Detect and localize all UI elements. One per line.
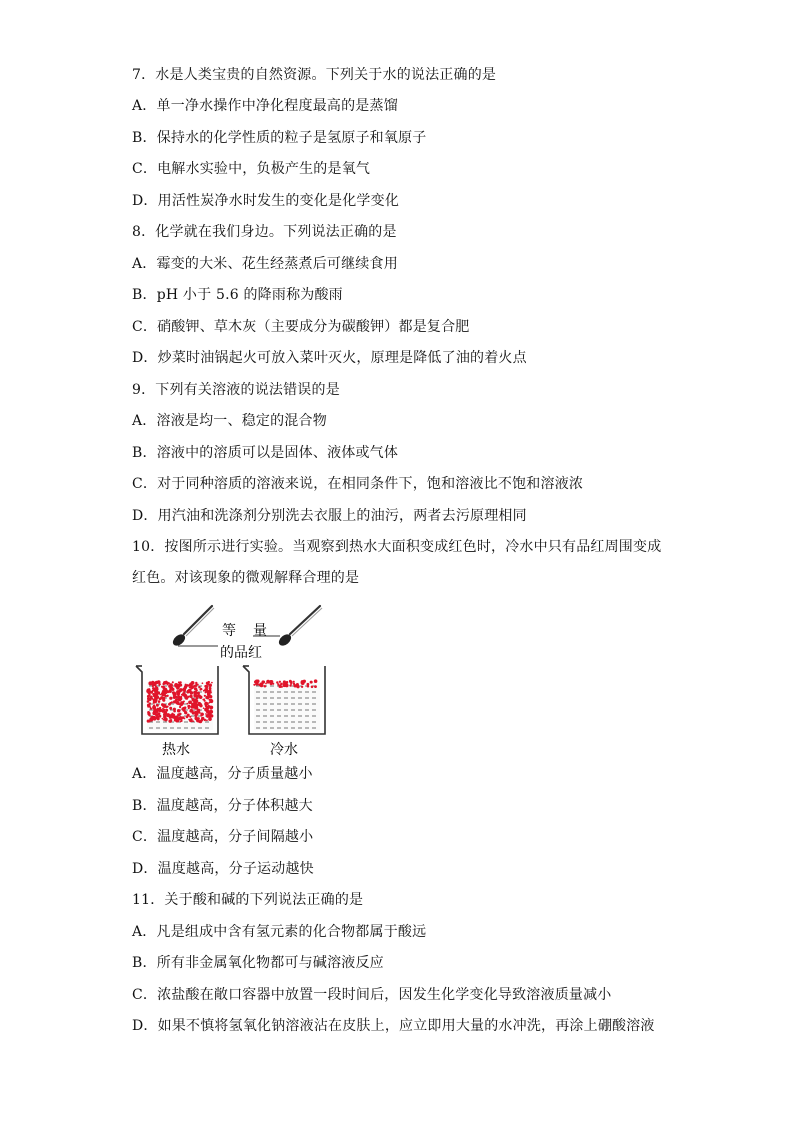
dye-particle	[190, 718, 192, 720]
dye-particle	[184, 711, 187, 714]
dye-particle	[203, 707, 205, 709]
dye-particle	[159, 683, 161, 685]
dye-particle	[277, 683, 279, 685]
dye-particle	[181, 708, 184, 711]
question-8-stem: 8．化学就在我们身边。下列说法正确的是	[132, 224, 397, 240]
spoon-right-icon	[277, 606, 322, 648]
dye-particle	[293, 684, 296, 687]
dye-particle	[195, 700, 198, 703]
cold-water-label: 冷水	[270, 741, 298, 757]
dye-particle	[293, 681, 295, 683]
dye-particle	[196, 705, 198, 707]
dye-particle	[189, 716, 191, 718]
dye-particle	[166, 695, 168, 697]
dye-particle	[164, 709, 166, 711]
dye-particle	[174, 683, 178, 687]
dye-particle	[306, 683, 309, 686]
question-11-option-d: D．如果不慎将氢氧化钠溶液沾在皮肤上，应立即用大量的水冲洗，再涂上硼酸溶液	[132, 1018, 655, 1034]
question-8-option-b: B．pH 小于 5.6 的降雨称为酸雨	[132, 287, 343, 303]
dye-particle	[187, 696, 189, 698]
dye-particle	[194, 687, 197, 690]
dye-particle	[173, 710, 176, 713]
dye-particle	[194, 711, 196, 713]
dye-particle	[191, 682, 194, 685]
dye-particle	[255, 682, 259, 686]
dye-particle	[205, 689, 207, 691]
dye-particle	[172, 691, 175, 694]
dye-particle	[272, 683, 274, 685]
question-10-option-c: C．温度越高，分子间隔越小	[132, 829, 314, 845]
dye-particle	[176, 690, 178, 692]
dye-particle	[197, 684, 199, 686]
dye-particle	[179, 688, 183, 692]
dye-particle	[286, 681, 288, 683]
dye-particle	[202, 682, 204, 684]
dye-particle	[164, 691, 168, 695]
dye-particle	[183, 693, 185, 695]
dye-particle	[148, 695, 150, 697]
dye-particle	[178, 685, 181, 688]
dye-particle	[314, 685, 317, 688]
dye-particle	[197, 692, 200, 695]
dye-particle	[147, 691, 151, 695]
question-11-option-c: C．浓盐酸在敞口容器中放置一段时间后，因发生化学变化导致溶液质量减小	[132, 987, 612, 1003]
dye-particle	[158, 700, 161, 703]
dye-particle	[205, 692, 207, 694]
dye-particle	[154, 700, 157, 703]
dye-particle	[156, 715, 159, 718]
dye-particle	[205, 713, 207, 715]
dye-particle	[153, 708, 157, 712]
dye-particle	[171, 701, 173, 703]
dye-particle	[200, 688, 202, 690]
dye-particle	[186, 716, 189, 719]
dye-particle	[159, 694, 161, 696]
dye-particle	[260, 684, 264, 688]
question-10-option-a: A．温度越高，分子质量越小	[132, 766, 313, 782]
question-10-option-b: B．温度越高，分子体积越大	[132, 798, 313, 814]
dye-particle	[270, 680, 272, 682]
dye-particle	[194, 694, 196, 696]
question-10-option-d: D．温度越高，分子运动越快	[132, 861, 314, 877]
dye-particle	[206, 719, 208, 721]
dye-particle	[156, 704, 159, 707]
dye-particle	[178, 696, 180, 698]
hot-water-beaker	[136, 666, 218, 734]
dye-particle	[202, 713, 204, 715]
dye-particle	[180, 703, 184, 707]
question-9-option-c: C．对于同种溶质的溶液来说，在相同条件下，饱和溶液比不饱和溶液浓	[132, 476, 584, 492]
dye-particle	[207, 708, 209, 710]
dye-particle	[201, 717, 204, 720]
dye-particle	[197, 718, 199, 720]
dye-particle	[301, 686, 303, 688]
dye-particle	[149, 707, 151, 709]
dye-particle	[150, 716, 152, 718]
dye-particle	[196, 708, 198, 710]
beakers-diagram	[130, 602, 350, 762]
dye-particle	[151, 698, 153, 700]
dye-particle	[192, 720, 194, 722]
question-7-option-d: D．用活性炭净水时发生的变化是化学变化	[132, 193, 400, 209]
dye-particle	[209, 687, 212, 690]
dye-particle	[198, 695, 201, 698]
dye-particle	[206, 709, 210, 713]
dye-particle	[170, 719, 173, 722]
dye-particle	[157, 708, 159, 710]
dye-particle	[281, 682, 283, 684]
dye-particle	[152, 711, 156, 715]
dye-particle	[210, 700, 212, 702]
label-deng: 等	[222, 622, 236, 638]
dye-particle	[265, 683, 267, 685]
hot-water-label: 热水	[162, 741, 190, 757]
question-7-stem: 7．水是人类宝贵的自然资源。下列关于水的说法正确的是	[132, 67, 497, 83]
dye-particle	[177, 709, 181, 713]
dye-particle	[170, 684, 173, 687]
dye-particle	[197, 702, 201, 706]
dye-particle	[162, 718, 164, 720]
dye-particle	[163, 698, 165, 700]
label-pinhong: 的品红	[220, 644, 262, 660]
dye-particle	[198, 686, 200, 688]
dye-particle	[195, 682, 197, 684]
question-11-option-b: B．所有非金属氧化物都可与碱溶液反应	[132, 955, 384, 971]
question-7-option-b: B．保持水的化学性质的粒子是氢原子和氧原子	[132, 130, 427, 146]
dye-particle	[151, 682, 155, 686]
dye-particle	[147, 698, 149, 700]
question-9-option-d: D．用汽油和洗涤剂分别洗去衣服上的油污，两者去污原理相同	[132, 508, 527, 524]
dye-particle	[188, 700, 192, 704]
dye-particle	[173, 696, 177, 700]
dye-particle	[184, 706, 187, 709]
dye-particle	[177, 719, 179, 721]
dye-particle	[186, 703, 188, 705]
cold-water-beaker	[243, 666, 325, 734]
question-9-stem: 9．下列有关溶液的说法错误的是	[132, 382, 340, 398]
dye-particle	[197, 712, 199, 714]
question-10-stem-continued: 红色。对该现象的微观解释合理的是	[132, 570, 360, 586]
dye-particle	[189, 695, 192, 698]
dye-particle	[177, 702, 180, 705]
dye-particle	[281, 686, 283, 688]
dye-particle	[261, 680, 264, 683]
dye-particle	[167, 684, 169, 686]
dye-particle	[186, 684, 188, 686]
question-11-option-a: A．凡是组成中含有氢元素的化合物都属于酸远	[132, 924, 427, 940]
question-8-option-d: D．炒菜时油锅起火可放入菜叶灭火，原理是降低了油的着火点	[132, 350, 527, 366]
dye-particle	[310, 681, 313, 684]
dye-particle	[169, 697, 172, 700]
question-11-stem: 11．关于酸和碱的下列说法正确的是	[132, 892, 364, 908]
dye-particle	[169, 707, 172, 710]
question-9-option-a: A．溶液是均一、稳定的混合物	[132, 413, 327, 429]
dye-particle	[190, 705, 193, 708]
dye-particle	[165, 709, 168, 712]
dye-particle	[177, 713, 180, 716]
dye-particle	[163, 704, 165, 706]
dye-particle	[168, 682, 170, 684]
dye-particle	[209, 695, 212, 698]
dye-particle	[180, 720, 182, 722]
dye-particle	[211, 682, 213, 684]
dye-particle	[164, 717, 168, 721]
dye-particle	[178, 681, 180, 683]
dye-particle	[182, 716, 185, 719]
dye-particle	[148, 714, 150, 716]
dye-particle	[205, 685, 208, 688]
dye-particle	[210, 707, 213, 710]
dye-particle	[209, 710, 213, 714]
dye-particle	[270, 682, 273, 685]
dye-particle	[188, 689, 192, 693]
dye-particle	[184, 687, 187, 690]
dye-particle	[174, 719, 177, 722]
question-7-option-c: C．电解水实验中，负极产生的是氧气	[132, 161, 371, 177]
dye-particle	[191, 698, 193, 700]
dye-particle	[206, 695, 210, 699]
dye-particle	[203, 698, 205, 700]
dye-particle	[204, 695, 206, 697]
dye-particle	[189, 709, 192, 712]
dye-particle	[209, 715, 211, 717]
experiment-figure	[130, 602, 350, 762]
dye-particle	[157, 688, 159, 690]
dye-particle	[172, 681, 174, 683]
dye-particle	[170, 714, 173, 717]
dye-particle	[195, 697, 198, 700]
dye-particle	[206, 702, 209, 705]
dye-particle	[311, 686, 314, 689]
spoon-left-icon	[171, 606, 214, 648]
dye-particle	[159, 707, 161, 709]
question-9-option-b: B．溶液中的溶质可以是固体、液体或气体	[132, 445, 399, 461]
dye-particle	[264, 685, 267, 688]
question-8-option-a: A．霉变的大米、花生经蒸煮后可继续食用	[132, 256, 398, 272]
dye-particle	[199, 720, 203, 724]
dye-particle	[285, 684, 288, 687]
dye-particle	[187, 705, 190, 708]
dye-particle	[147, 704, 151, 708]
dye-particle	[289, 680, 292, 683]
question-7-option-a: A．单一净水操作中净化程度最高的是蒸馏	[132, 98, 398, 114]
dye-particle	[301, 680, 303, 682]
dye-particle	[279, 681, 281, 683]
dye-particle	[169, 686, 173, 690]
dye-particle	[175, 699, 178, 702]
dye-particle	[206, 682, 210, 686]
dye-particle	[148, 720, 150, 722]
dye-particle	[163, 681, 167, 685]
dye-particle	[178, 693, 180, 695]
dye-particle	[161, 694, 163, 696]
dye-particle	[188, 719, 190, 721]
label-liang: 量	[253, 622, 267, 638]
dye-particle	[161, 686, 163, 688]
dye-particle	[314, 679, 318, 683]
question-10-stem: 10．按图所示进行实验。当观察到热水大面积变成红色时，冷水中只有品红周围变成	[132, 539, 662, 555]
dye-particle	[154, 694, 157, 697]
question-8-option-c: C．硝酸钾、草木灰（主要成分为碳酸钾）都是复合肥	[132, 319, 470, 335]
